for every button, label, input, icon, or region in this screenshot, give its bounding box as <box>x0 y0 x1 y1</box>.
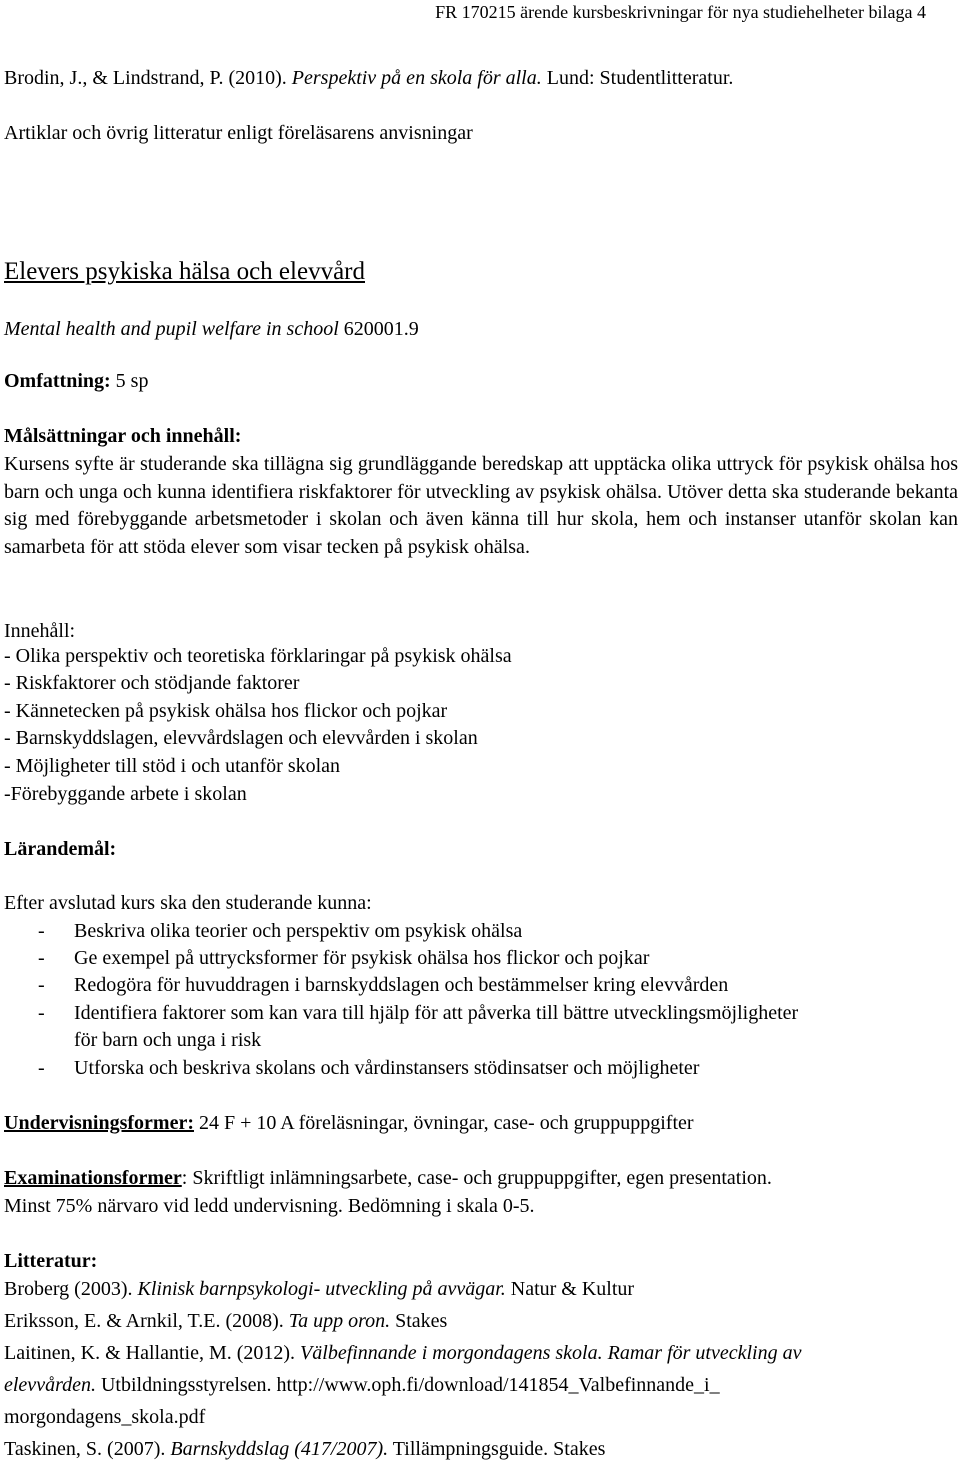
teaching-forms: Undervisningsformer: 24 F + 10 A föreläsningar, övningar, case- och gruppuppgifter <box>4 1112 694 1134</box>
prev-reference-2: Artiklar och övrig litteratur enligt föreläsarens anvisningar <box>4 122 473 144</box>
goals-text: Kursens syfte är studerande ska tillägna sig grundläggande beredskap att upptäcka olika uttryck för psykisk ohälsa hos barn och unga och kunna identifiera riskfaktorer för utveckling av psykisk ohälsa. Utöver detta ska studerande bekanta sig med förebyggande arbetsmetoder i skolan och även känna till hur skola, hem och instanser utanför skolan kan samarbeta för att stöda elever som visar tecken på psykisk ohälsa. <box>4 453 958 558</box>
outcome-item: - Utforska och beskriva skolans och vårdinstansers stödinsatser och möjligheter <box>38 1057 700 1079</box>
outcomes-heading: Lärandemål: <box>4 838 117 860</box>
literature-ref-3: Laitinen, K. & Hallantie, M. (2012). Välbefinnande i morgondagens skola. Ramar för utveckling av <box>4 1342 802 1364</box>
content-item: -Förebyggande arbete i skolan <box>4 783 247 805</box>
content-item: - Möjligheter till stöd i och utanför skolan <box>4 755 341 777</box>
outcome-item: - Ge exempel på uttrycksformer för psykisk ohälsa hos flickor och pojkar <box>38 947 650 969</box>
outcome-item: - Beskriva olika teorier och perspektiv om psykisk ohälsa <box>38 920 523 942</box>
literature-ref-1: Broberg (2003). Klinisk barnpsykologi- utveckling på avvägar. Natur & Kultur <box>4 1278 635 1300</box>
course-title: Elevers psykiska hälsa och elevvård <box>4 258 365 285</box>
literature-ref-2: Eriksson, E. & Arnkil, T.E. (2008). Ta upp oron. Stakes <box>4 1310 448 1332</box>
outcome-item-continuation: för barn och unga i risk <box>74 1029 262 1051</box>
prev-reference-1: Brodin, J., & Lindstrand, P. (2010). Perspektiv på en skola för alla. Lund: Studentlitteratur. <box>4 67 734 89</box>
page-header: FR 170215 ärende kursbeskrivningar för nya studiehelheter bilaga 4 <box>435 2 926 22</box>
content-item: - Olika perspektiv och teoretiska förklaringar på psykisk ohälsa <box>4 645 512 667</box>
content-item: - Kännetecken på psykisk ohälsa hos flickor och pojkar <box>4 700 448 722</box>
content-item: - Riskfaktorer och stödjande faktorer <box>4 672 300 694</box>
outcomes-intro: Efter avslutad kurs ska den studerande kunna: <box>4 892 372 914</box>
goals-heading: Målsättningar och innehåll: <box>4 425 242 447</box>
course-scope: Omfattning: 5 sp <box>4 370 149 392</box>
content-item: - Barnskyddslagen, elevvårdslagen och elevvården i skolan <box>4 727 478 749</box>
literature-ref-3-cont: elevvården. Utbildningsstyrelsen. http://www.oph.fi/download/141854_Valbefinnande_i_ <box>4 1374 720 1396</box>
literature-ref-3-url: morgondagens_skola.pdf <box>4 1406 206 1428</box>
literature-heading: Litteratur: <box>4 1250 98 1272</box>
outcome-item: - Identifiera faktorer som kan vara till hjälp för att påverka till bättre utvecklingsmöjligheter <box>38 1002 799 1024</box>
exam-forms: Examinationsformer: Skriftligt inlämningsarbete, case- och gruppuppgifter, egen presentation. <box>4 1167 772 1189</box>
outcome-item: - Redogöra för huvuddragen i barnskyddslagen och bestämmelser kring elevvården <box>38 974 729 996</box>
literature-ref-4: Taskinen, S. (2007). Barnskyddslag (417/2007). Tillämpningsguide. Stakes <box>4 1438 606 1460</box>
content-heading: Innehåll: <box>4 620 76 642</box>
exam-forms-line2: Minst 75% närvaro vid ledd undervisning. Bedömning i skala 0-5. <box>4 1195 535 1217</box>
course-subtitle: Mental health and pupil welfare in school 620001.9 <box>4 318 419 340</box>
